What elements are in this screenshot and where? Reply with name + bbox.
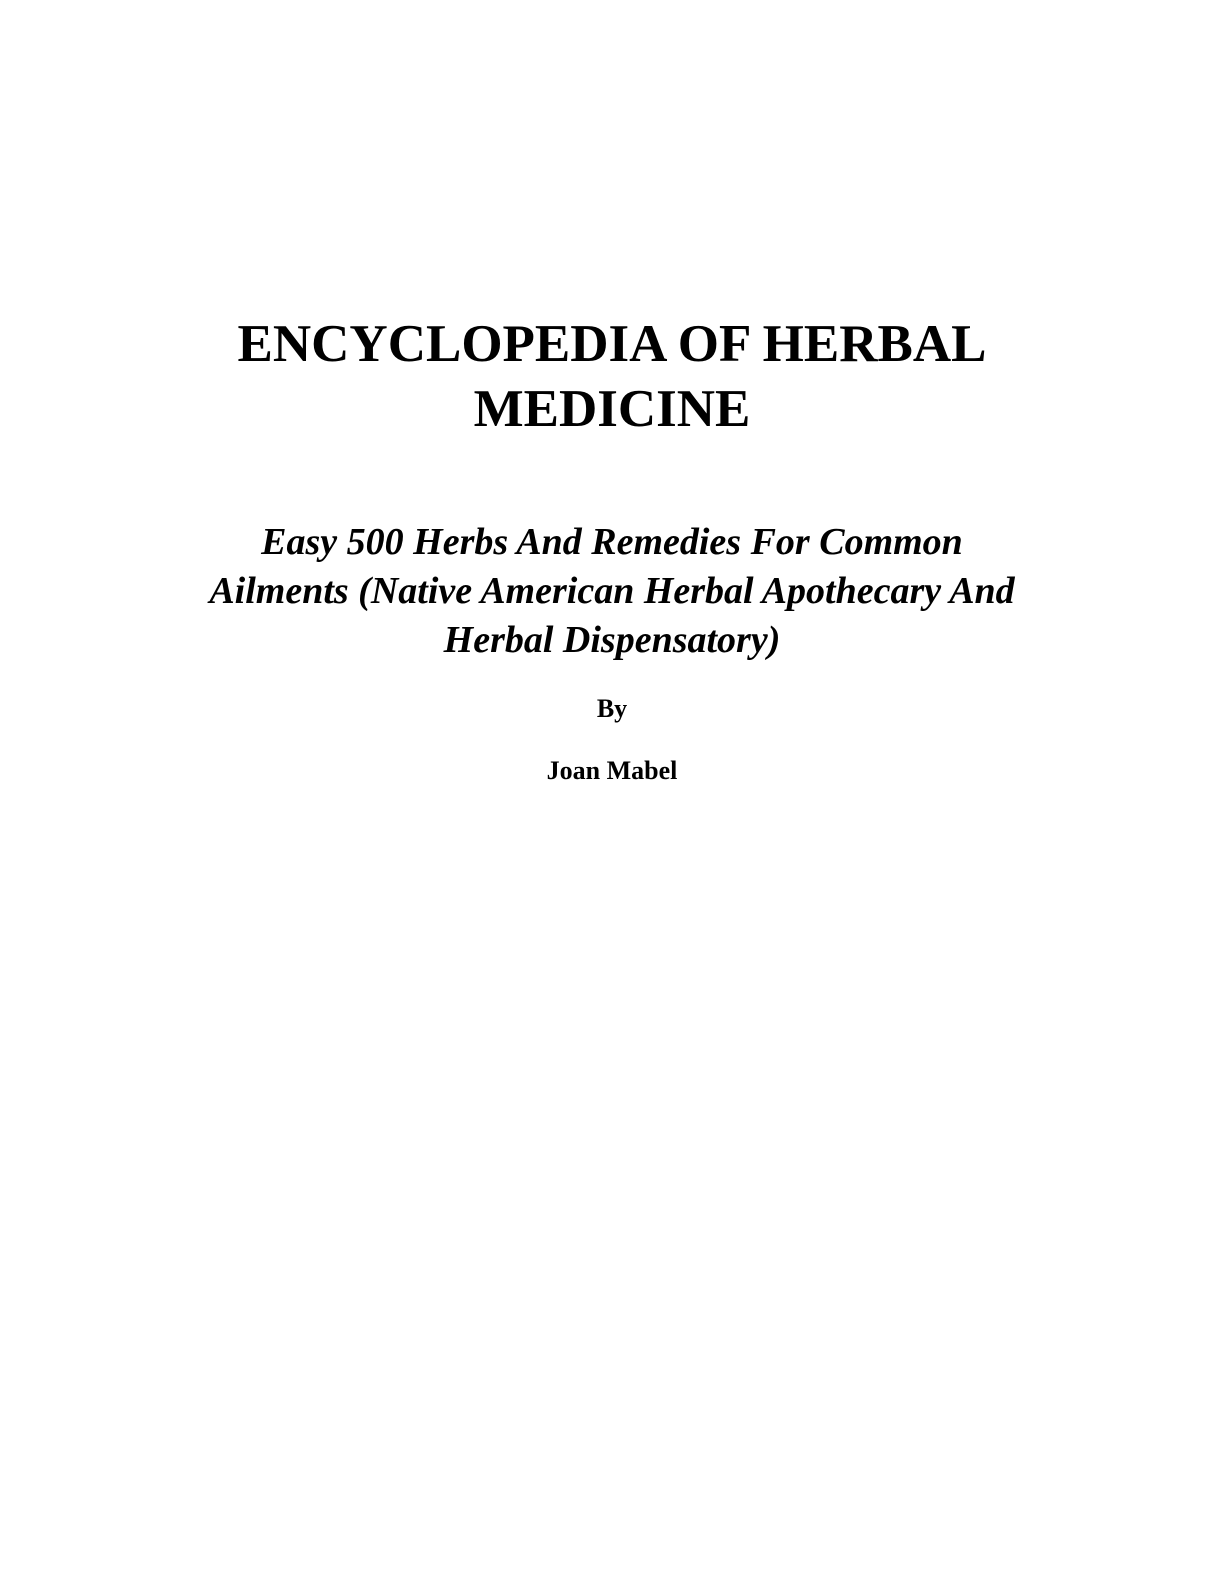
author-name: Joan Mabel: [546, 756, 678, 785]
subtitle-line: Ailments (Native American Herbal Apothecary And: [209, 570, 1015, 612]
byline: By: [596, 694, 628, 723]
title-line: ENCYCLOPEDIA OF HERBAL: [237, 315, 987, 373]
title-line: MEDICINE: [473, 380, 751, 438]
subtitle-line: Herbal Dispensatory): [443, 619, 781, 661]
subtitle-line: Easy 500 Herbs And Remedies For Common: [261, 521, 963, 563]
book-subtitle: [120, 518, 1104, 665]
book-title: [140, 312, 1084, 442]
